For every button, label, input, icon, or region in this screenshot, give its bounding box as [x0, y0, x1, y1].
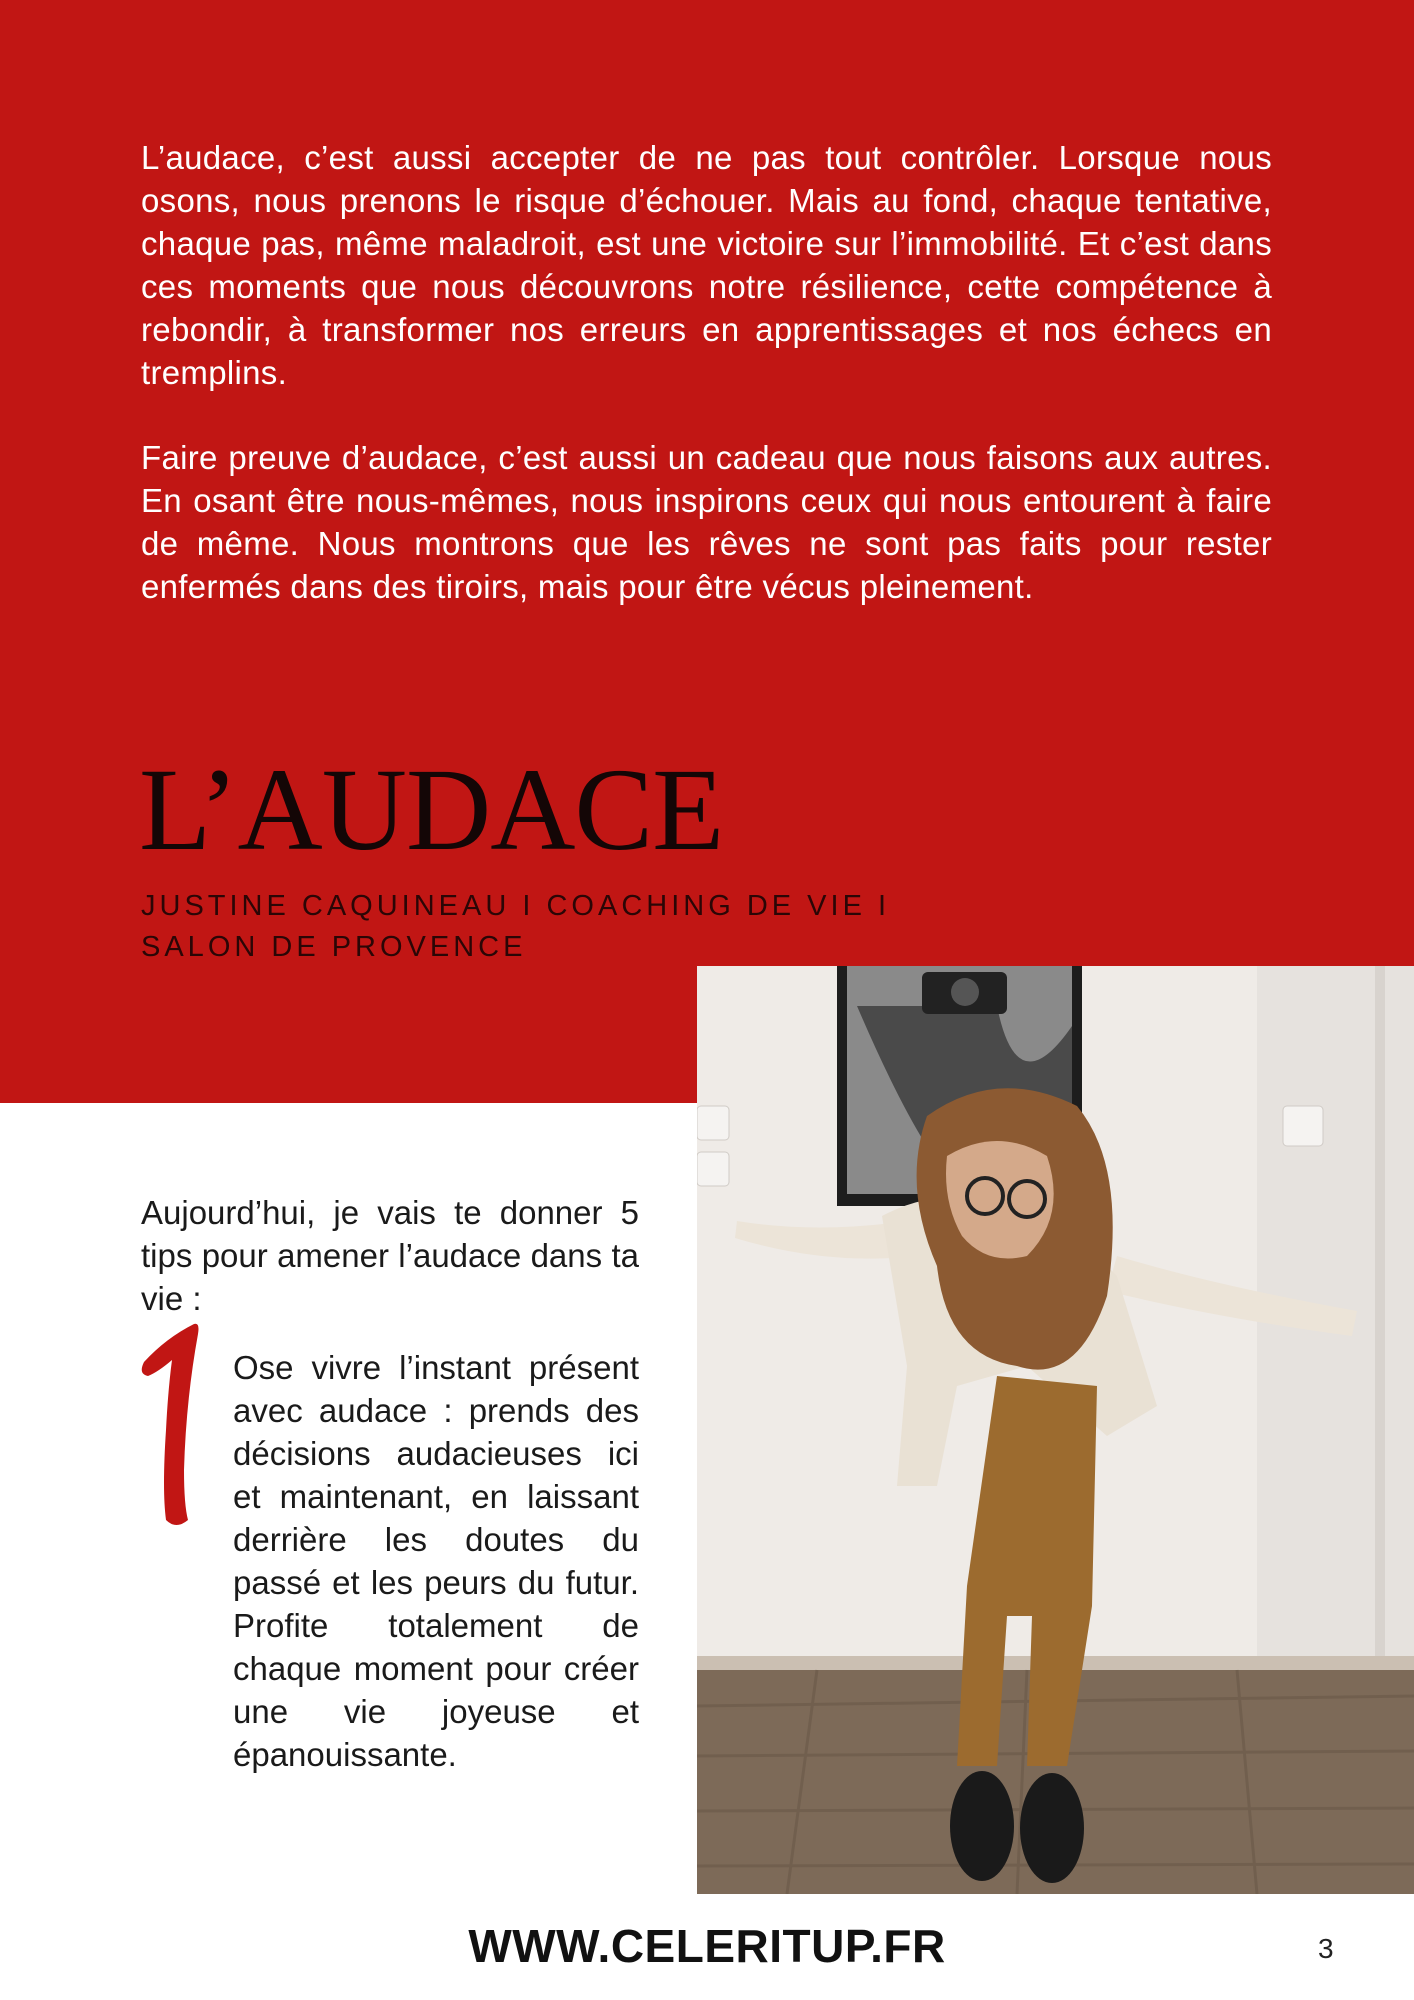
tip-number-glyph: [136, 1320, 206, 1530]
author-byline: JUSTINE CAQUINEAU I COACHING DE VIE I SALON DE PROVENCE: [141, 890, 891, 963]
intro-paragraph-1: L’audace, c’est aussi accepter de ne pas tout contrôler. Lorsque nous osons, nous prenons le risque d’échouer. Mais au fond, chaque tentative, chaque pas, même maladroit, est une victoire sur l’immobilité. Et c’est dans ces moments que nous découvrons notre résilience, cette compétence à rebondir, à transformer nos erreurs en apprentissages et nos échecs en tremplins.: [141, 139, 1272, 391]
tip-number-1: [136, 1320, 206, 1530]
intro-text: [141, 136, 1272, 650]
website-link[interactable]: WWW.CELERITUP.FR: [468, 1920, 946, 1972]
tip-1-text: Ose vivre l’instant présent avec audace : prends des décisions audacieuses ici et maintenant, en laissant derrière les doutes du passé et les peurs du futur. Profite totalement de chaque moment pour créer une vie joyeuse et épanouissante.: [233, 1349, 639, 1773]
page-title: L’AUDACE: [139, 744, 724, 875]
coach-photo: [697, 966, 1414, 1894]
tips-intro: Aujourd’hui, je vais te donner 5 tips pour amener l’audace dans ta vie :: [141, 1194, 639, 1317]
coach-photo-illustration: [697, 966, 1414, 1894]
intro-paragraph-2: Faire preuve d’audace, c’est aussi un cadeau que nous faisons aux autres. En osant être nous-mêmes, nous inspirons ceux qui nous entourent à faire de même. Nous montrons que les rêves ne sont pas faits pour rester enfermés dans des tiroirs, mais pour être vécus pleinement.: [141, 439, 1272, 605]
page-number: 3: [1318, 1933, 1334, 1964]
